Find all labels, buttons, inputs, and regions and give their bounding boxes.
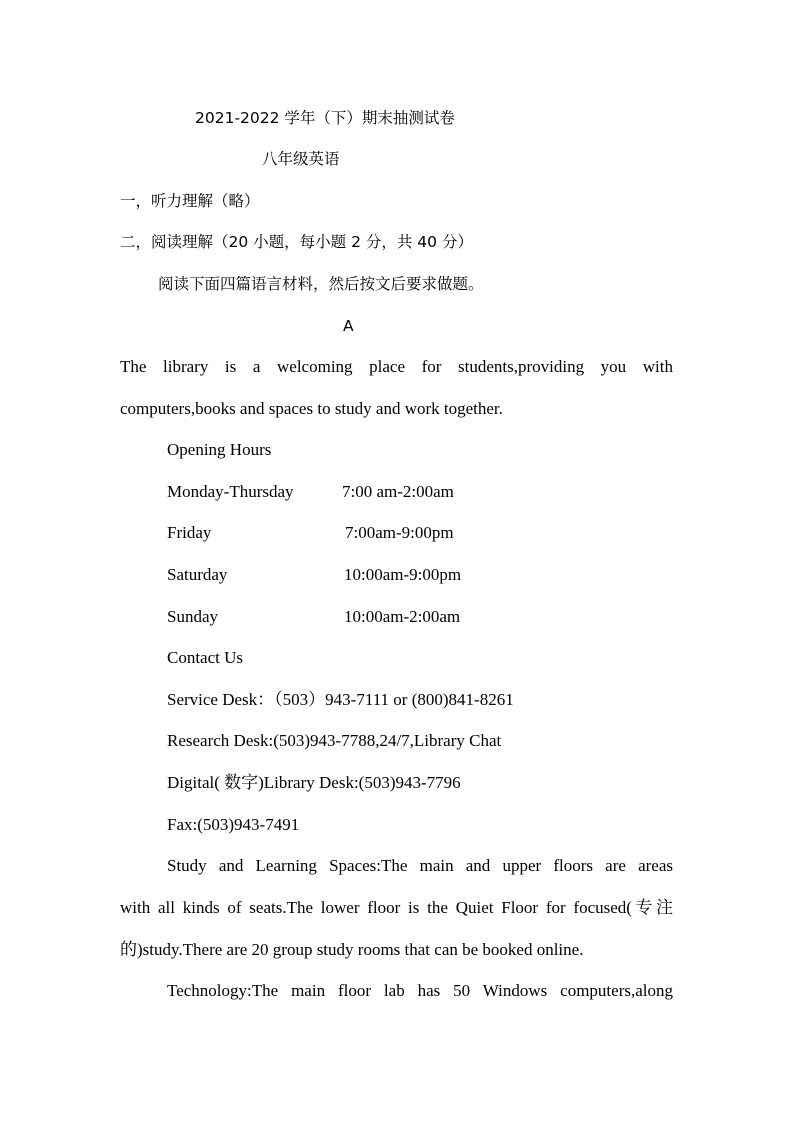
passage-label: A [343,317,354,335]
hours-day-friday: Friday [167,523,212,542]
section-two-heading: 二，阅读理解（20 小题，每小题 2 分，共 40 分） [120,233,473,251]
hours-time-monday-thursday: 7:00 am-2:00am [342,482,454,501]
service-desk-line: Service Desk：（503）943-7111 or (800)841-8261 [167,690,514,709]
reading-instruction: 阅读下面四篇语言材料，然后按文后要求做题。 [158,275,484,293]
section-one-heading: 一，听力理解（略） [120,192,260,210]
digital-library-desk-line: Digital( 数字)Library Desk:(503)943-7796 [167,773,461,792]
hours-time-friday: 7:00am-9:00pm [345,523,454,542]
exam-title: 2021-2022 学年（下）期末抽测试卷 [195,109,455,127]
hours-time-sunday: 10:00am-2:00am [344,607,461,626]
research-desk-line: Research Desk:(503)943-7788,24/7,Library Chat [167,731,502,750]
hours-day-monday-thursday: Monday-Thursday [167,482,294,501]
exam-subtitle: 八年级英语 [262,150,340,168]
study-spaces-line-2: with all kinds of seats.The lower floor is the Quiet Floor for focused(专注 [120,898,673,917]
hours-day-sunday: Sunday [167,607,218,626]
hours-time-saturday: 10:00am-9:00pm [344,565,462,584]
intro-paragraph-line-1: The library is a welcoming place for students,providing you with [120,357,673,376]
fax-line: Fax:(503)943-7491 [167,815,300,834]
study-spaces-line-1: Study and Learning Spaces:The main and upper floors are areas [167,856,673,875]
intro-paragraph-line-2: computers,books and spaces to study and work together. [120,399,503,418]
study-spaces-line-3: 的)study.There are 20 group study rooms that can be booked online. [120,940,584,959]
technology-line-1: Technology:The main floor lab has 50 Windows computers,along [167,981,673,1000]
hours-day-saturday: Saturday [167,565,228,584]
contact-us-heading: Contact Us [167,648,244,667]
opening-hours-heading: Opening Hours [167,440,272,459]
